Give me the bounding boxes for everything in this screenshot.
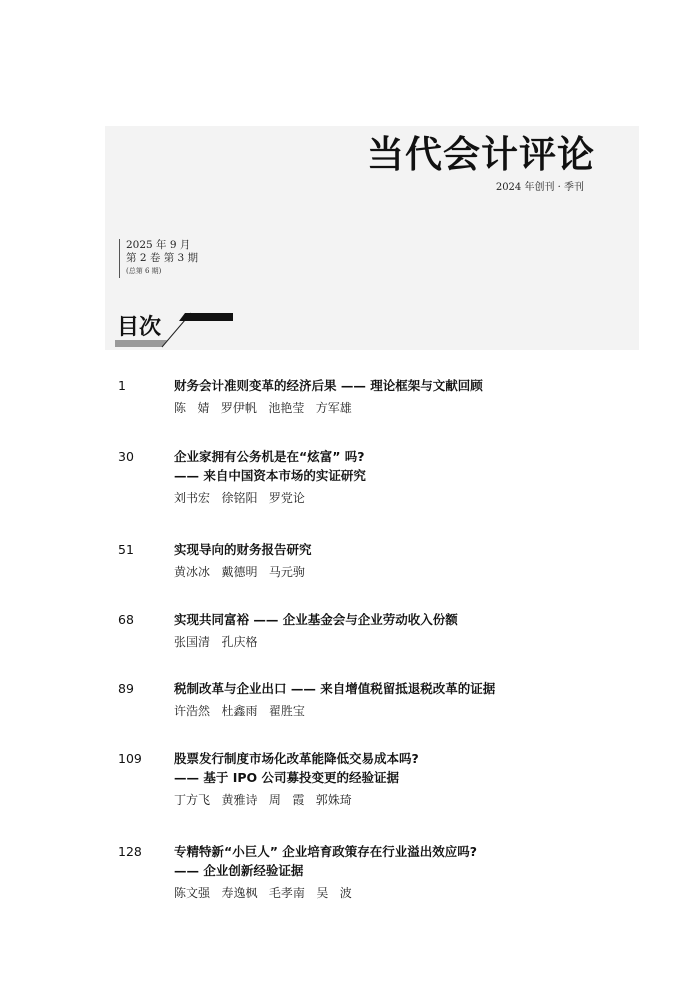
founded-note: 2024 年创刊 · 季刊 — [495, 182, 584, 193]
toc-heading: 目次 — [117, 314, 162, 340]
toc-authors: 丁方飞 黄雅诗 周 霞 郭姝琦 — [174, 793, 352, 807]
toc-entry-body — [174, 542, 588, 584]
issue-date: 2025 年 9 月 — [126, 239, 191, 251]
toc-authors: 刘书宏 徐铭阳 罗党论 — [174, 491, 305, 505]
toc-page-number: 89 — [118, 681, 134, 696]
toc-entry-body — [174, 612, 588, 654]
toc-authors: 张国清 孔庆格 — [174, 635, 258, 649]
toc-page-number: 128 — [118, 844, 142, 859]
toc-authors: 黄冰冰 戴德明 马元驹 — [174, 565, 305, 579]
toc-entry-body — [174, 378, 588, 420]
toc-title: 财务会计准则变革的经济后果 —— 理论框架与文献回顾 — [174, 378, 483, 393]
toc-authors: 许浩然 杜鑫雨 翟胜宝 — [174, 704, 305, 718]
toc-page-number: 30 — [118, 449, 134, 464]
toc-subtitle: —— 基于 IPO 公司募投变更的经验证据 — [174, 770, 399, 785]
toc-subtitle: —— 来自中国资本市场的实证研究 — [174, 468, 366, 483]
toc-page-number: 68 — [118, 612, 134, 627]
issue-volume: 第 2 卷 第 3 期 — [126, 252, 199, 264]
toc-page-number: 109 — [118, 751, 142, 766]
toc-title: 专精特新“小巨人” 企业培育政策存在行业溢出效应吗? — [174, 844, 478, 859]
toc-authors: 陈 婧 罗伊帆 池艳莹 方军雄 — [174, 401, 352, 415]
toc-title: 实现共同富裕 —— 企业基金会与企业劳动收入份额 — [174, 612, 458, 627]
issue-total: (总第 6 期) — [126, 267, 162, 275]
toc-page-number: 1 — [118, 378, 126, 393]
toc-page-number: 51 — [118, 542, 134, 557]
toc-entry-body — [174, 844, 588, 905]
journal-title: 当代会计评论 — [367, 132, 595, 176]
toc-authors: 陈文强 寿逸枫 毛孝南 吴 波 — [174, 886, 352, 900]
toc-title: 股票发行制度市场化改革能降低交易成本吗? — [174, 751, 419, 766]
toc-entry-body — [174, 449, 588, 510]
toc-title: 税制改革与企业出口 —— 来自增值税留抵退税改革的证据 — [174, 681, 496, 696]
toc-title: 企业家拥有公务机是在“炫富” 吗? — [174, 449, 365, 464]
toc-entry-body — [174, 681, 588, 723]
toc-entry-body — [174, 751, 588, 812]
toc-subtitle: —— 企业创新经验证据 — [174, 863, 304, 878]
toc-title: 实现导向的财务报告研究 — [174, 542, 312, 557]
issue-info — [119, 239, 198, 278]
